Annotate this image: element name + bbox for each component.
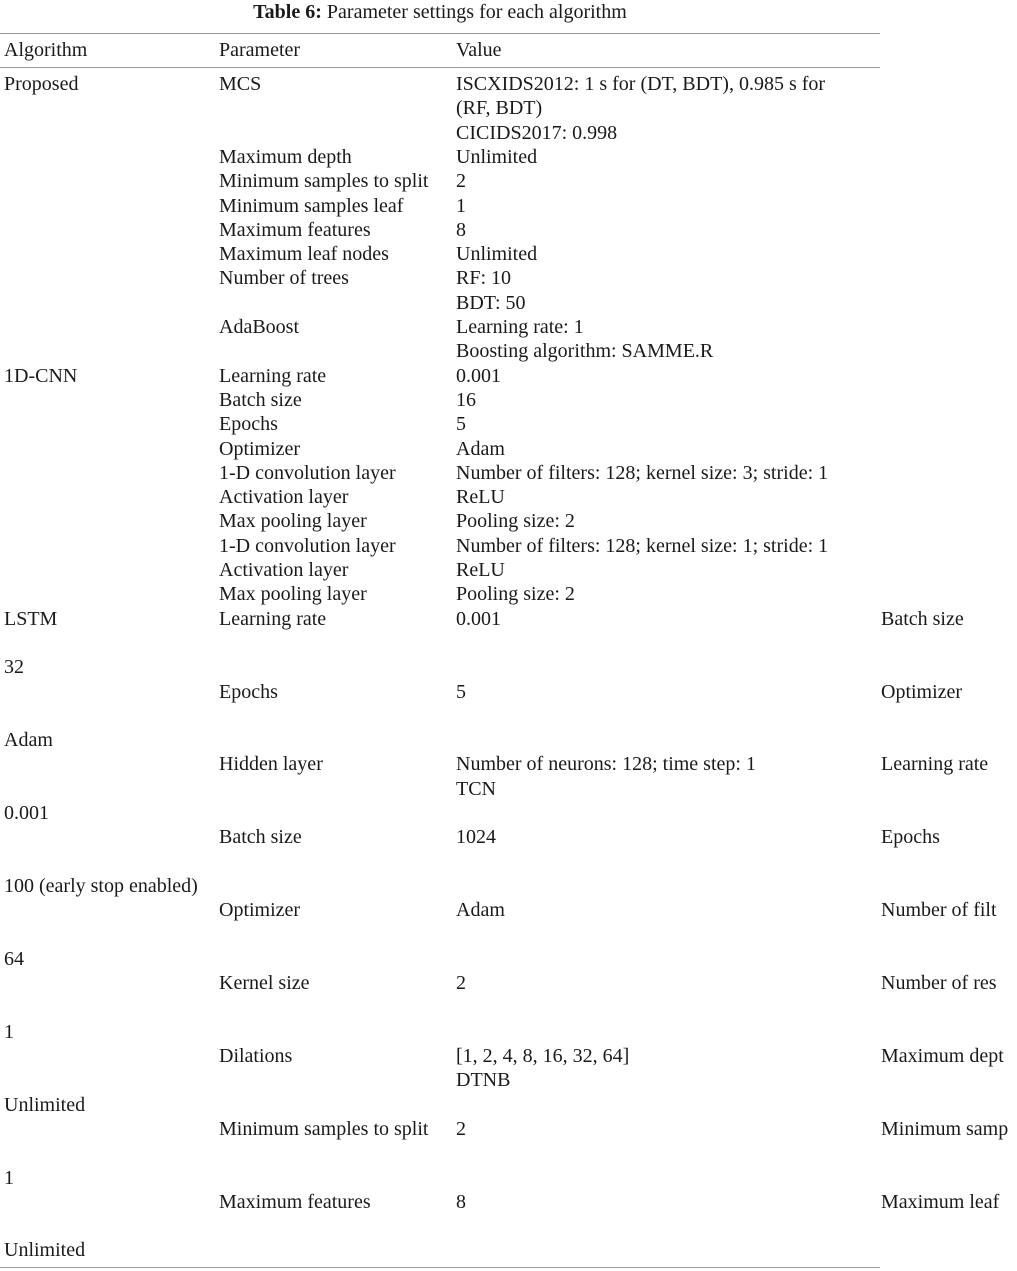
header-rule bbox=[0, 67, 880, 68]
table-cell: TCN bbox=[456, 777, 496, 800]
table-cell: 2 bbox=[456, 1117, 466, 1140]
table-cell: 64 bbox=[4, 947, 24, 970]
table-cell: Pooling size: 2 bbox=[456, 510, 575, 533]
table-cell: Number of filters: 128; kernel size: 1; stride: 1 bbox=[456, 534, 829, 557]
table-cell: Dilations bbox=[219, 1045, 293, 1067]
header-parameter: Parameter bbox=[219, 39, 301, 61]
table-cell: 0.001 bbox=[456, 607, 501, 630]
table-cell: BDT: 50 bbox=[456, 291, 526, 314]
table-cell: Maximum leaf nodes bbox=[219, 243, 389, 266]
table-cell: 8 bbox=[456, 1190, 466, 1213]
table-cell: CICIDS2017: 0.998 bbox=[456, 121, 618, 144]
table-cell: Minimum samples leaf bbox=[219, 194, 404, 217]
table-cell: 1 bbox=[4, 1020, 14, 1043]
table-cell: 1-D convolution layer bbox=[219, 461, 396, 484]
table-cell: Batch size bbox=[219, 388, 302, 411]
table-cell: RF: 10 bbox=[456, 267, 512, 290]
table-cell: 8 bbox=[456, 218, 466, 241]
table-cell: DTNB bbox=[456, 1069, 511, 1092]
table-cell: Optimizer bbox=[219, 899, 301, 922]
table-cell: Learning rate bbox=[881, 753, 989, 776]
table-cell: Hidden layer bbox=[219, 753, 323, 776]
table-cell: Unlimited bbox=[4, 1093, 86, 1116]
table-cell: Activation layer bbox=[219, 559, 349, 581]
caption-label: Table 6: bbox=[253, 1, 322, 23]
table-cell: ISCXIDS2012: 1 s for (DT, BDT), 0.985 s for bbox=[456, 73, 826, 95]
table-cell: Boosting algorithm: SAMME.R bbox=[456, 340, 714, 363]
table-cell: 5 bbox=[456, 680, 466, 703]
table-cell: 32 bbox=[4, 656, 24, 679]
caption-text: Parameter settings for each algorithm bbox=[321, 1, 627, 23]
table-cell: 2 bbox=[456, 972, 466, 995]
table-cell: Number of trees bbox=[219, 267, 349, 290]
table-cell: Maximum leaf bbox=[881, 1190, 1000, 1213]
table-cell: Learning rate bbox=[219, 364, 327, 387]
table-cell: MCS bbox=[219, 73, 262, 95]
table-cell: Maximum depth bbox=[219, 145, 352, 168]
table-cell: Unlimited bbox=[4, 1239, 86, 1262]
table-cell: Maximum dept bbox=[881, 1045, 1004, 1067]
table-cell: 1 bbox=[4, 1166, 14, 1189]
top-rule bbox=[0, 33, 880, 34]
table-cell: Learning rate bbox=[219, 607, 327, 630]
table-cell: Optimizer bbox=[219, 437, 301, 460]
table-cell: Number of filt bbox=[881, 899, 997, 922]
table-cell: Activation layer bbox=[219, 486, 349, 509]
table-cell: ReLU bbox=[456, 486, 505, 509]
table-cell: [1, 2, 4, 8, 16, 32, 64] bbox=[456, 1045, 630, 1067]
table-cell: Number of neurons: 128; time step: 1 bbox=[456, 753, 756, 776]
table-cell: Epochs bbox=[881, 826, 940, 849]
table-cell: Pooling size: 2 bbox=[456, 583, 575, 606]
table-cell: Max pooling layer bbox=[219, 583, 367, 606]
table-cell: Epochs bbox=[219, 413, 278, 436]
table-cell: (RF, BDT) bbox=[456, 97, 543, 120]
table-cell: 1D-CNN bbox=[4, 364, 78, 387]
table-cell: Learning rate: 1 bbox=[456, 316, 584, 338]
table-cell: Number of res bbox=[881, 972, 997, 995]
table-cell: 0.001 bbox=[4, 802, 49, 824]
table-cell: Adam bbox=[4, 729, 53, 752]
table-cell: 16 bbox=[456, 388, 476, 411]
table-cell: Minimum samples to split bbox=[219, 170, 429, 193]
table-cell: Minimum samp bbox=[881, 1117, 1009, 1140]
table-cell: 1 bbox=[456, 194, 466, 217]
table-cell: Minimum samples to split bbox=[219, 1117, 429, 1140]
table-cell: Optimizer bbox=[881, 680, 963, 703]
table-cell: AdaBoost bbox=[219, 316, 299, 338]
table-cell: Adam bbox=[456, 437, 505, 460]
table-cell: Unlimited bbox=[456, 145, 538, 168]
table-cell: 100 (early stop enabled) bbox=[4, 874, 198, 897]
header-value: Value bbox=[456, 39, 502, 61]
table-cell: LSTM bbox=[4, 607, 58, 630]
table-cell: Maximum features bbox=[219, 218, 371, 241]
table-cell: Maximum features bbox=[219, 1190, 371, 1213]
table-cell: Epochs bbox=[219, 680, 278, 703]
table-cell: 0.001 bbox=[456, 364, 501, 387]
table-cell: 1-D convolution layer bbox=[219, 534, 396, 557]
table-caption bbox=[0, 0, 880, 24]
table-cell: Adam bbox=[456, 899, 505, 922]
table-cell: 5 bbox=[456, 413, 466, 436]
table-cell: Unlimited bbox=[456, 243, 538, 266]
table-cell: Proposed bbox=[4, 73, 79, 95]
table-cell: 2 bbox=[456, 170, 466, 193]
table-cell: ReLU bbox=[456, 559, 505, 581]
bottom-rule bbox=[0, 1267, 880, 1268]
table-cell: Batch size bbox=[881, 607, 964, 630]
table-cell: Max pooling layer bbox=[219, 510, 367, 533]
header-algorithm: Algorithm bbox=[4, 39, 88, 61]
table-cell: Kernel size bbox=[219, 972, 310, 995]
table-cell: Batch size bbox=[219, 826, 302, 849]
table-cell: 1024 bbox=[456, 826, 496, 849]
table-cell: Number of filters: 128; kernel size: 3; stride: 1 bbox=[456, 461, 829, 484]
